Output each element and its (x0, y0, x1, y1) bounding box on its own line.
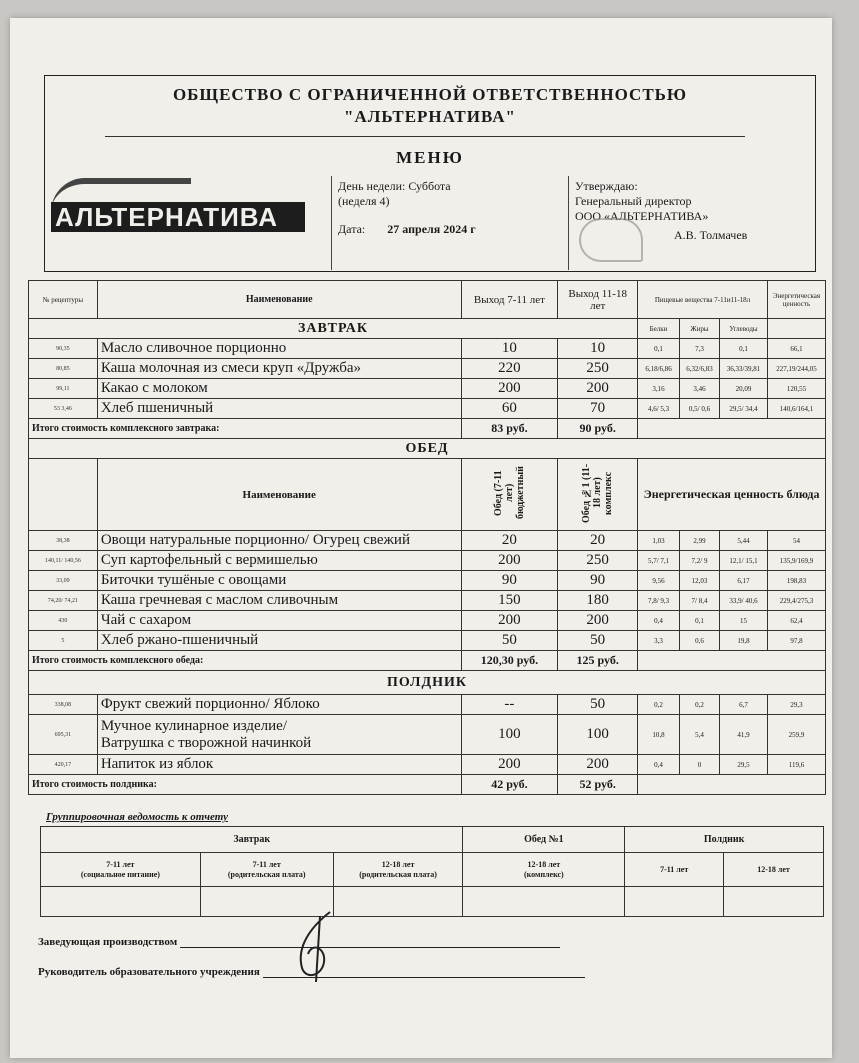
col-name: Наименование (97, 281, 461, 319)
handwritten-signature-icon (282, 906, 342, 986)
logo-text: АЛЬТЕРНАТИВА (51, 202, 305, 232)
col-recipe-no: № рецептуры (29, 281, 98, 319)
report-col-3-age: 12-18 лет (381, 859, 415, 869)
fats: 2,99 (680, 531, 720, 551)
energy: 29,3 (767, 695, 825, 715)
dish-name (97, 715, 461, 755)
col-carbs: Углеводы (720, 319, 768, 339)
dish-name (97, 695, 461, 715)
dish-name-text: Овощи натуральные порционно/ Огурец свежий (100, 532, 410, 548)
carbs: 5,44 (720, 531, 768, 551)
company-logo (51, 178, 321, 256)
col-nutrients: Пищевые вещества 7-11и11-18л (638, 281, 768, 319)
proteins: 7,8/ 9,3 (638, 591, 680, 611)
portion-1: 200 (461, 755, 558, 775)
dish-name-text: Масло сливочное порционно (100, 340, 287, 356)
date-value: 27 апреля 2024 г (387, 222, 476, 236)
report-table (40, 826, 824, 917)
portion-1: 10 (461, 339, 558, 359)
blank-cell (638, 651, 826, 671)
energy: 66,1 (767, 339, 825, 359)
lunch-col-budget: Обед (7-11 лет) бюджетный (492, 466, 526, 519)
table-row (29, 695, 826, 715)
fats: 7/ 8,4 (680, 591, 720, 611)
carbs: 41,9 (720, 715, 768, 755)
carbs: 15 (720, 611, 768, 631)
carbs: 19,8 (720, 631, 768, 651)
dish-name (97, 591, 461, 611)
recipe-code: 53 3,46 (29, 399, 98, 419)
lunch-total-label: Итого стоимость комплексного обеда: (29, 651, 462, 671)
blank-cell (767, 319, 825, 339)
dish-name (97, 571, 461, 591)
date-line (338, 222, 476, 237)
recipe-code: 338,08 (29, 695, 98, 715)
recipe-code: 38,38 (29, 531, 98, 551)
recipe-code: 5 (29, 631, 98, 651)
proteins: 4,6/ 5,3 (638, 399, 680, 419)
report-col-2-type: (родительская плата) (227, 869, 306, 879)
energy: 62,4 (767, 611, 825, 631)
table-row (29, 379, 826, 399)
breakfast-total-row (29, 419, 826, 439)
dish-name-text: Чай с сахаром (100, 612, 192, 628)
report-subheader-row (41, 853, 824, 887)
approve-label: Утверждаю: (575, 179, 638, 193)
dish-name (97, 399, 461, 419)
col-out-7-11: Выход 7-11 лет (461, 281, 558, 319)
blank-cell (638, 775, 826, 795)
table-row (29, 339, 826, 359)
report-col-2 (200, 853, 333, 887)
snack-total-label: Итого стоимость полдника: (29, 775, 462, 795)
portion-1: 100 (461, 715, 558, 755)
table-row (29, 571, 826, 591)
blank-cell (41, 887, 201, 917)
recipe-code: 99,11 (29, 379, 98, 399)
snack-total-11-18: 52 руб. (558, 775, 638, 795)
fats: 7,3 (680, 339, 720, 359)
col-energy: Энергетическая ценность (767, 281, 825, 319)
carbs: 0,1 (720, 339, 768, 359)
lunch-col-energy: Энергетическая ценность блюда (638, 459, 826, 531)
portion-2: 200 (558, 611, 638, 631)
portion-2: 100 (558, 715, 638, 755)
recipe-code: 80,85 (29, 359, 98, 379)
fats: 0,6 (680, 631, 720, 651)
snack-section-row (29, 671, 826, 695)
col-proteins: Белки (638, 319, 680, 339)
blank-cell (333, 887, 463, 917)
proteins: 9,56 (638, 571, 680, 591)
lunch-title: ОБЕД (29, 439, 826, 459)
fats: 5,4 (680, 715, 720, 755)
fats: 0,5/ 0,6 (680, 399, 720, 419)
col-out-11-18: Выход 11-18 лет (558, 281, 638, 319)
carbs: 20,09 (720, 379, 768, 399)
portion-1: -- (461, 695, 558, 715)
dish-name-text: Хлеб ржано-пшеничный (100, 632, 259, 648)
divider (105, 136, 745, 137)
dish-name-text: Мучное кулинарное изделие/ (100, 717, 288, 734)
dish-name (97, 631, 461, 651)
dish-name-text: Напиток из яблок (100, 756, 214, 772)
recipe-code: 33,09 (29, 571, 98, 591)
portion-1: 90 (461, 571, 558, 591)
proteins: 6,18/6,86 (638, 359, 680, 379)
portion-1: 60 (461, 399, 558, 419)
dish-name-text: Суп картофельный с вермишелью (100, 552, 318, 568)
col-fats: Жиры (680, 319, 720, 339)
fats: 6,32/6,83 (680, 359, 720, 379)
lunch-total-budget: 120,30 руб. (461, 651, 558, 671)
signature-line (180, 947, 560, 948)
blank-cell (724, 887, 824, 917)
proteins: 1,03 (638, 531, 680, 551)
portion-1: 200 (461, 611, 558, 631)
recipe-code: 420,17 (29, 755, 98, 775)
report-title: Группировочная ведомость к отчету (46, 811, 228, 823)
fats: 7,2/ 9 (680, 551, 720, 571)
table-row (29, 755, 826, 775)
carbs: 36,33/39,81 (720, 359, 768, 379)
carbs: 29,5/ 34,4 (720, 399, 768, 419)
report-col-4-type: (комплекс) (523, 869, 564, 879)
recipe-code: 695,31 (29, 715, 98, 755)
report-col-3-type: (родительская плата) (359, 869, 437, 879)
proteins: 0,1 (638, 339, 680, 359)
portion-2: 70 (558, 399, 638, 419)
report-col-5: 7-11 лет (625, 853, 724, 887)
proteins: 5,7/ 7,1 (638, 551, 680, 571)
dish-name (97, 551, 461, 571)
carbs: 6,17 (720, 571, 768, 591)
report-col-6: 12-18 лет (724, 853, 824, 887)
report-header-row (41, 827, 824, 853)
recipe-code: 90,35 (29, 339, 98, 359)
report-col-3 (333, 853, 463, 887)
portion-1: 220 (461, 359, 558, 379)
energy: 120,55 (767, 379, 825, 399)
breakfast-total-11-18: 90 руб. (558, 419, 638, 439)
fats: 0,1 (680, 611, 720, 631)
energy: 140,6/164,1 (767, 399, 825, 419)
menu-table (28, 280, 826, 795)
table-row (29, 715, 826, 755)
proteins: 3,3 (638, 631, 680, 651)
portion-1: 50 (461, 631, 558, 651)
recipe-code: 140,11/ 140,56 (29, 551, 98, 571)
snack-rows (29, 695, 826, 775)
report-breakfast: Завтрак (41, 827, 463, 853)
table-row (29, 359, 826, 379)
table-row (29, 551, 826, 571)
dish-name-text: Каша молочная из смеси круп «Дружба» (100, 360, 362, 376)
report-blank-row (41, 887, 824, 917)
week-number: (неделя 4) (338, 194, 390, 208)
lunch-header-row (29, 459, 826, 531)
proteins: 0,2 (638, 695, 680, 715)
table-row (29, 611, 826, 631)
snack-total-row (29, 775, 826, 795)
report-col-2-age: 7-11 лет (252, 859, 281, 869)
snack-title: ПОЛДНИК (29, 671, 826, 695)
proteins: 3,16 (638, 379, 680, 399)
table-row (29, 531, 826, 551)
fats: 12,03 (680, 571, 720, 591)
approver-company: ООО «АЛЬТЕРНАТИВА» (575, 209, 709, 223)
portion-2: 200 (558, 379, 638, 399)
portion-1: 200 (461, 551, 558, 571)
energy: 135,9/169,9 (767, 551, 825, 571)
table-row (29, 631, 826, 651)
blank-cell (625, 887, 724, 917)
lunch-section-row (29, 439, 826, 459)
day-of-week: День недели: Суббота (338, 179, 451, 193)
report-col-1-type: (социальное питание) (80, 869, 160, 879)
report-col-1-age: 7-11 лет (106, 859, 135, 869)
breakfast-total-label: Итого стоимость комплексного завтрака: (29, 419, 462, 439)
dish-name (97, 379, 461, 399)
date-block (331, 176, 567, 270)
breakfast-title: ЗАВТРАК (29, 319, 638, 339)
approver-name: А.В. Толмачев (674, 228, 748, 242)
fats: 0,2 (680, 695, 720, 715)
org-line-2: "АЛЬТЕРНАТИВА" (344, 107, 516, 126)
organization-name (45, 84, 815, 128)
breakfast-rows (29, 339, 826, 419)
energy: 54 (767, 531, 825, 551)
dish-name-text: Биточки тушёные с овощами (100, 572, 287, 588)
portion-2: 180 (558, 591, 638, 611)
recipe-code: 74,20/ 74,21 (29, 591, 98, 611)
dish-name-text: Хлеб пшеничный (100, 400, 214, 416)
portion-2: 250 (558, 551, 638, 571)
lunch-col-complex: Обед №1 (11-18 лет) комплекс (581, 462, 615, 523)
approver-position: Генеральный директор (575, 194, 692, 208)
lunch-total-complex: 125 руб. (558, 651, 638, 671)
carbs: 29,5 (720, 755, 768, 775)
approval-block (568, 176, 814, 270)
portion-2: 250 (558, 359, 638, 379)
header-frame (44, 75, 816, 272)
fats: 0 (680, 755, 720, 775)
portion-2: 90 (558, 571, 638, 591)
report-snack: Полдник (625, 827, 824, 853)
portion-2: 20 (558, 531, 638, 551)
breakfast-section-row (29, 319, 826, 339)
energy: 259,9 (767, 715, 825, 755)
portion-2: 200 (558, 755, 638, 775)
energy: 97,8 (767, 631, 825, 651)
menu-title: МЕНЮ (396, 148, 464, 167)
dish-name (97, 531, 461, 551)
portion-1: 20 (461, 531, 558, 551)
dish-name-text: Фрукт свежий порционно/ Яблоко (100, 696, 320, 712)
portion-1: 150 (461, 591, 558, 611)
energy: 119,6 (767, 755, 825, 775)
blank-cell (463, 887, 625, 917)
org-line-1: ОБЩЕСТВО С ОГРАНИЧЕННОЙ ОТВЕТСТВЕННОСТЬЮ (172, 85, 688, 104)
portion-2: 50 (558, 631, 638, 651)
fats: 3,46 (680, 379, 720, 399)
proteins: 10,8 (638, 715, 680, 755)
energy: 229,4/275,3 (767, 591, 825, 611)
portion-2: 50 (558, 695, 638, 715)
table-row (29, 591, 826, 611)
dish-name-text: Каша гречневая с маслом сливочным (100, 592, 339, 608)
table-row (29, 399, 826, 419)
portion-1: 200 (461, 379, 558, 399)
proteins: 0,4 (638, 755, 680, 775)
proteins: 0,4 (638, 611, 680, 631)
blank-cell (638, 419, 826, 439)
carbs: 33,9/ 40,6 (720, 591, 768, 611)
signature-head-label: Руководитель образовательного учреждения (38, 966, 260, 978)
dish-name (97, 611, 461, 631)
recipe-code: 430 (29, 611, 98, 631)
signature-stamp-icon (579, 218, 643, 262)
energy: 227,19/244,05 (767, 359, 825, 379)
blank-cell (29, 459, 98, 531)
carbs: 6,7 (720, 695, 768, 715)
report-col-4-age: 12-18 лет (527, 859, 561, 869)
dish-name (97, 339, 461, 359)
report-col-1 (41, 853, 201, 887)
report-col-4 (463, 853, 625, 887)
carbs: 12,1/ 15,1 (720, 551, 768, 571)
lunch-total-row (29, 651, 826, 671)
signature-production-label: Заведующая производством (38, 936, 178, 948)
dish-name-text: Какао с молоком (100, 380, 208, 396)
snack-total-7-11: 42 руб. (461, 775, 558, 795)
dish-name (97, 359, 461, 379)
dish-name (97, 755, 461, 775)
lunch-col-name: Наименование (97, 459, 461, 531)
dish-name-text-2: Ватрушка с творожной начинкой (100, 734, 312, 751)
breakfast-total-7-11: 83 руб. (461, 419, 558, 439)
date-label: Дата: (338, 222, 366, 236)
energy: 198,83 (767, 571, 825, 591)
portion-2: 10 (558, 339, 638, 359)
lunch-rows (29, 531, 826, 651)
report-lunch: Обед №1 (463, 827, 625, 853)
table-header-row (29, 281, 826, 319)
